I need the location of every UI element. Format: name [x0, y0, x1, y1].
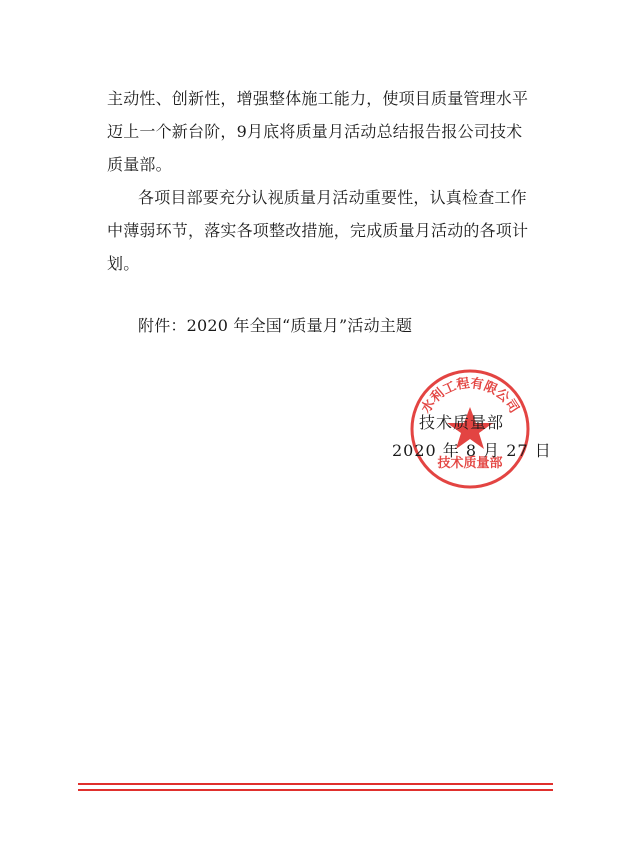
attachment-line: 附件：2020 年全国“质量月”活动主题: [138, 316, 413, 335]
paragraph2-line3: 划。: [107, 254, 140, 273]
paragraph1-line2: 迈上一个新台阶，9月底将质量月活动总结报告报公司技术: [107, 122, 523, 141]
paragraph2-line2: 中薄弱环节，落实各项整改措施，完成质量月活动的各项计: [107, 221, 529, 240]
paragraph1-line1: 主动性、创新性，增强整体施工能力，使项目质量管理水平: [107, 89, 529, 108]
seal-inner-text: 技术质量部: [437, 456, 503, 471]
signature-date: 2020 年 8 月 27 日: [392, 441, 552, 460]
footer-rule-top: [78, 783, 553, 785]
signature-department: 技术质量部: [419, 413, 505, 432]
seal-outer-text: 水利工程有限公司: [418, 376, 522, 417]
footer-rule-bottom: [78, 789, 553, 791]
paragraph2-line1: 各项目部要充分认视质量月活动重要性，认真检查工作: [138, 188, 527, 207]
paragraph1-line3: 质量部。: [107, 155, 172, 174]
